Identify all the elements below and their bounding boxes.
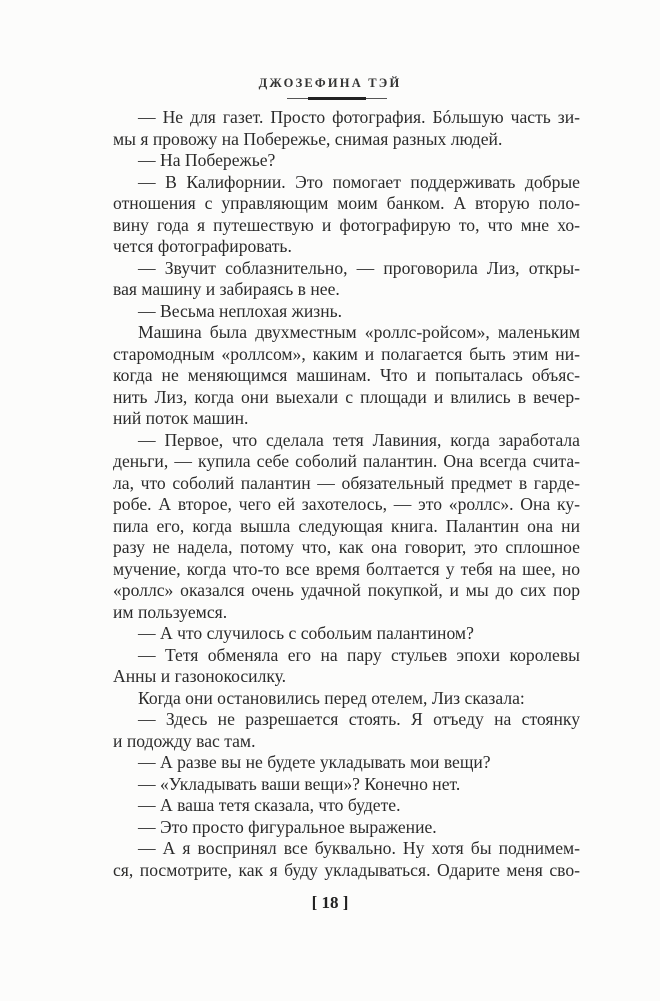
text-line: — Тетя обменяла его на пару стульев эпохи королевы (138, 644, 580, 665)
page-body-text (113, 107, 580, 881)
text-line: — А ваша тетя сказала, что будете. (138, 795, 401, 815)
text-line: им пользуемся. (113, 601, 228, 622)
text-line: — На Побережье? (138, 150, 276, 170)
text-line: когда не меняющимся машинам. Что и попыталась объяс- (113, 365, 580, 385)
running-header: ДЖОЗЕФИНА ТЭЙ (258, 76, 402, 90)
text-line: Когда они остановились перед отелем, Лиз сказала: (138, 687, 525, 708)
text-line: — А что случилось с собольим палантином? (138, 623, 474, 643)
text-line: нить Лиз, когда они выехали с площади и влились в вечер- (113, 386, 580, 407)
text-line: — Не для газет. Просто фотография. Бóльшую часть зи- (138, 107, 580, 127)
text-line: — «Укладывать ваши вещи»? Конечно нет. (138, 773, 461, 794)
text-line: деньги, — купила себе соболий палантин. Она всегда счита- (113, 451, 580, 471)
text-line: — Первое, что сделала тетя Лавиния, когда заработала (138, 429, 580, 450)
text-line: ний поток машин. (113, 408, 249, 428)
text-line: Машина была двухместным «роллс-ройсом», маленьким (138, 322, 580, 342)
text-line: ся, посмотрите, как я буду укладываться. Одарите меня сво- (113, 859, 580, 880)
header-rule-accent (308, 97, 366, 100)
text-line: — А разве вы не будете укладывать мои вещи? (138, 752, 491, 772)
text-line: — Здесь не разрешается стоять. Я отъеду на стоянку (138, 709, 580, 729)
text-line: разу не надела, потому что, как она говорит, это сплошное (113, 537, 580, 557)
text-line: пила его, когда вышла следующая книга. Палантин она ни (113, 515, 580, 536)
text-line: отношения с управляющим моим банком. А вторую поло- (113, 193, 580, 213)
text-line: вая машину и забираясь в нее. (113, 279, 340, 299)
page-number: [ 18 ] (311, 893, 349, 912)
text-line: — В Калифорнии. Это помогает поддерживать добрые (138, 171, 580, 192)
text-line: «роллс» оказался очень удачной покупкой, и мы до сих пор (113, 580, 580, 600)
text-line: мы я провожу на Побережье, снимая разных людей. (113, 128, 503, 149)
text-line: и подожду вас там. (113, 730, 256, 751)
text-line: — Это просто фигуральное выражение. (138, 816, 437, 837)
text-line: ла, что соболий палантин — обязательный предмет в гарде- (113, 472, 580, 493)
text-line: вину года я путешествую и фотографирую то, что мне хо- (113, 214, 580, 235)
text-line: мучение, когда что-то все время болтается у тебя на шее, но (113, 558, 580, 579)
text-line: чется фотографировать. (113, 236, 292, 256)
text-line: старомодным «роллсом», каким и полагается быть этим ни- (113, 343, 580, 364)
text-line: Анны и газонокосилку. (113, 666, 287, 686)
text-line: — А я воспринял все буквально. Ну хотя бы поднимем- (138, 838, 580, 858)
text-line: — Звучит соблазнительно, — проговорила Лиз, откры- (138, 257, 580, 278)
text-line: робе. А второе, чего ей захотелось, — это «роллс». Она ку- (113, 494, 580, 514)
text-line: — Весьма неплохая жизнь. (138, 300, 343, 321)
